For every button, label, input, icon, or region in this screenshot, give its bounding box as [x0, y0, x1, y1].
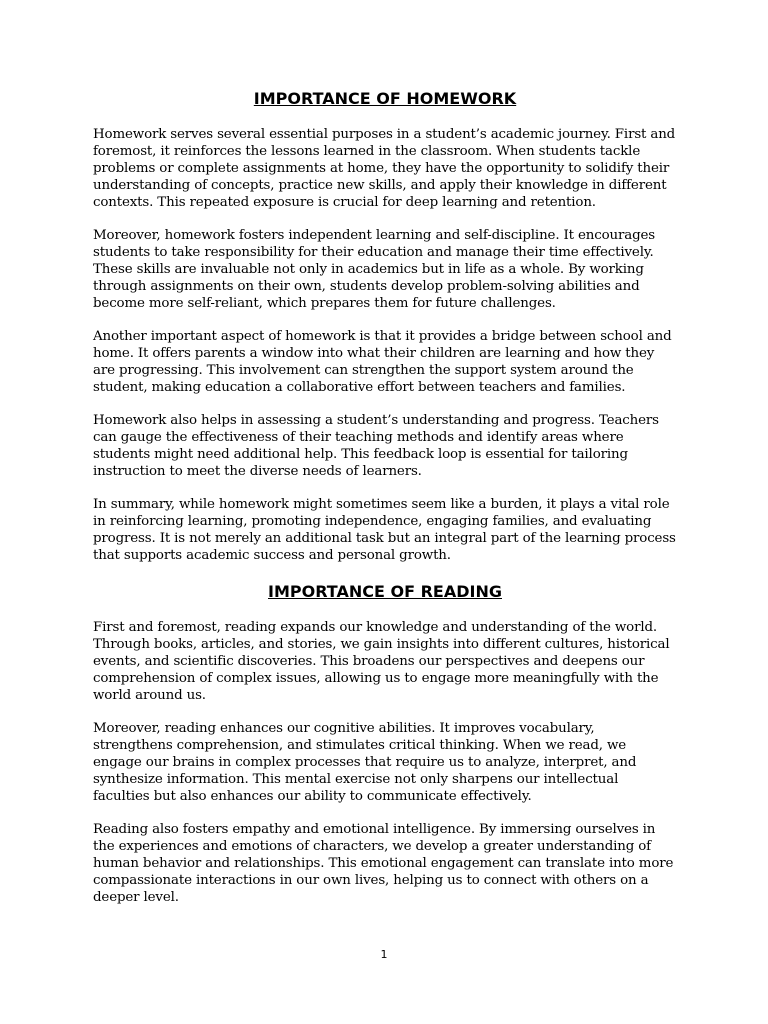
- page-number: 1: [380, 948, 388, 961]
- homework-paragraph-3: Another important aspect of homework is that it provides a bridge between school and home. It offers parents a window into what their children are learning and how they are progressing. This involvement can strengthen the support system around the student, making education a collaborative effort between teachers and families.: [93, 329, 672, 395]
- homework-paragraph-4: Homework also helps in assessing a student’s understanding and progress. Teachers can gauge the effectiveness of their teaching methods and identify areas where students might need additional help. This feedback loop is essential for tailoring instruction to meet the diverse needs of learners.: [93, 413, 659, 479]
- page-content: [93, 88, 677, 907]
- section-heading-reading: IMPORTANCE OF READING: [268, 581, 502, 601]
- homework-paragraph-1: Homework serves several essential purposes in a student’s academic journey. First and foremost, it reinforces the lessons learned in the classroom. When students tackle problems or complete assignments at home, they have the opportunity to solidify their understanding of concepts, practice new skills, and apply their knowledge in different contexts. This repeated exposure is crucial for deep learning and retention.: [93, 127, 676, 210]
- reading-paragraph-3: Reading also fosters empathy and emotional intelligence. By immersing ourselves in the experiences and emotions of characters, we develop a greater understanding of human behavior and relationships. This emotional engagement can translate into more compassionate interactions in our own lives, helping us to connect with others on a deeper level.: [93, 822, 674, 905]
- reading-paragraph-2: Moreover, reading enhances our cognitive abilities. It improves vocabulary, strengthens comprehension, and stimulates critical thinking. When we read, we engage our brains in complex processes that require us to analyze, interpret, and synthesize information. This mental exercise not only sharpens our intellectual faculties but also enhances our ability to communicate effectively.: [93, 720, 637, 804]
- section-heading-homework: IMPORTANCE OF HOMEWORK: [253, 89, 517, 108]
- homework-paragraph-2: Moreover, homework fosters independent learning and self-discipline. It encourages students to take responsibility for their education and manage their time effectively. These skills are invaluable not only in academics but in life as a whole. By working through assignments on their own, students develop problem-solving abilities and become more self-reliant, which prepares them for future challenges.: [93, 228, 655, 311]
- reading-paragraph-1: First and foremost, reading expands our knowledge and understanding of the world. Through books, articles, and stories, we gain insights into different cultures, historical events, and scientific discoveries. This broadens our perspectives and deepens our comprehension of complex issues, allowing us to engage more meaningfully with the world around us.: [93, 619, 670, 703]
- homework-paragraph-5: In summary, while homework might sometimes seem like a burden, it plays a vital role in reinforcing learning, promoting independence, engaging families, and evaluating progress. It is not merely an additional task but an integral part of the learning process that supports academic success and personal growth.: [93, 497, 676, 564]
